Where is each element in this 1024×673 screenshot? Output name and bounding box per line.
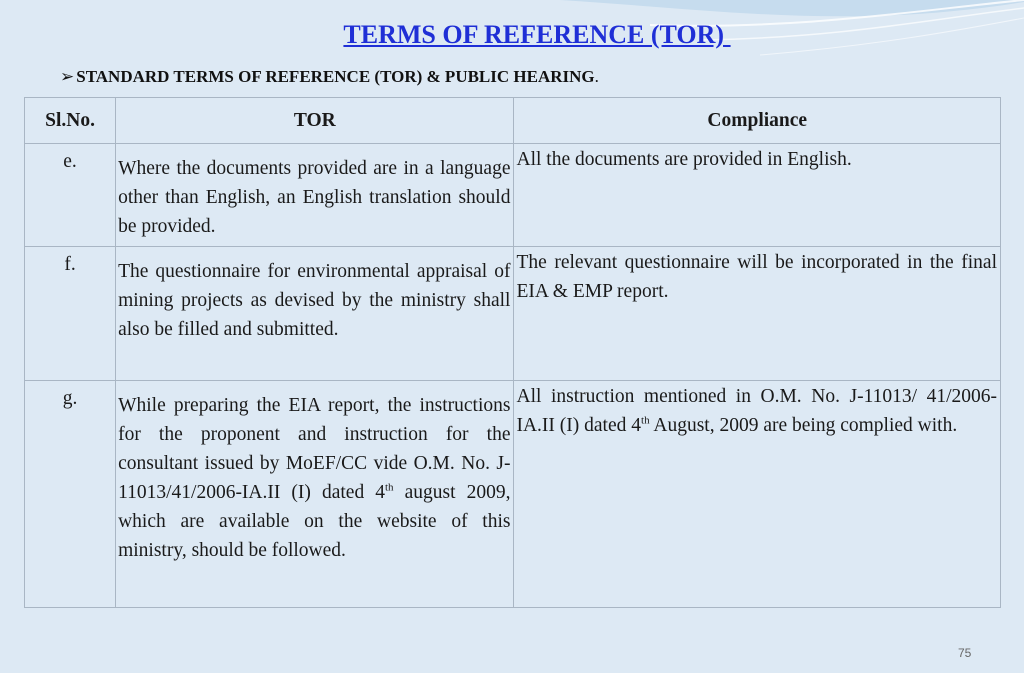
compliance-text-cont: August, 2009 are being complied with. [649, 415, 958, 436]
sl-no-cell: g. [25, 381, 116, 608]
compliance-text: All instruction mentioned in O.M. No. J-11013/ 41/2006- IA.II (I) dated 4 [516, 386, 997, 436]
table-row [25, 247, 1001, 381]
tor-text: Where the documents provided are in a language other than English, an English translation should be provided. [118, 158, 511, 237]
table-header-row [25, 98, 1001, 144]
superscript-th: th [641, 414, 650, 427]
compliance-text: The relevant questionnaire will be incorporated in the final EIA & EMP report. [516, 252, 997, 302]
page-number: 75 [958, 646, 972, 660]
section-subtitle [60, 67, 599, 87]
tor-text: While preparing the EIA report, the instructions for the proponent and instruction for the consultant issued by MoEF/CC vide O.M. No. J-11013/41/2006-IA.II (I) dated 4 [118, 395, 511, 503]
sl-no-cell: f. [25, 247, 116, 381]
table-row [25, 144, 1001, 247]
arrow-bullet-icon: ➢ [60, 67, 75, 86]
sl-no-cell: e. [25, 144, 116, 247]
tor-cell [116, 381, 514, 608]
column-header-compliance: Compliance [514, 98, 1001, 144]
compliance-cell [514, 381, 1001, 608]
column-header-tor: TOR [116, 98, 514, 144]
tor-cell [116, 247, 514, 381]
compliance-cell [514, 247, 1001, 381]
tor-cell [116, 144, 514, 247]
superscript-th: th [385, 481, 394, 494]
column-header-slno: Sl.No. [25, 98, 116, 144]
compliance-cell [514, 144, 1001, 247]
tor-text: The questionnaire for environmental appraisal of mining projects as devised by the ministry shall also be filled and submitted. [118, 261, 511, 340]
tor-text-cont: august 2009, which are available on the website of this ministry, should be followed. [118, 482, 511, 561]
compliance-text: All the documents are provided in English. [516, 149, 852, 170]
subtitle-text: STANDARD TERMS OF REFERENCE (TOR) & PUBLIC HEARING [76, 67, 595, 86]
subtitle-period: . [594, 67, 599, 86]
table-row [25, 381, 1001, 608]
page-title: TERMS OF REFERENCE (TOR) [343, 20, 731, 49]
tor-compliance-table [24, 97, 1001, 608]
